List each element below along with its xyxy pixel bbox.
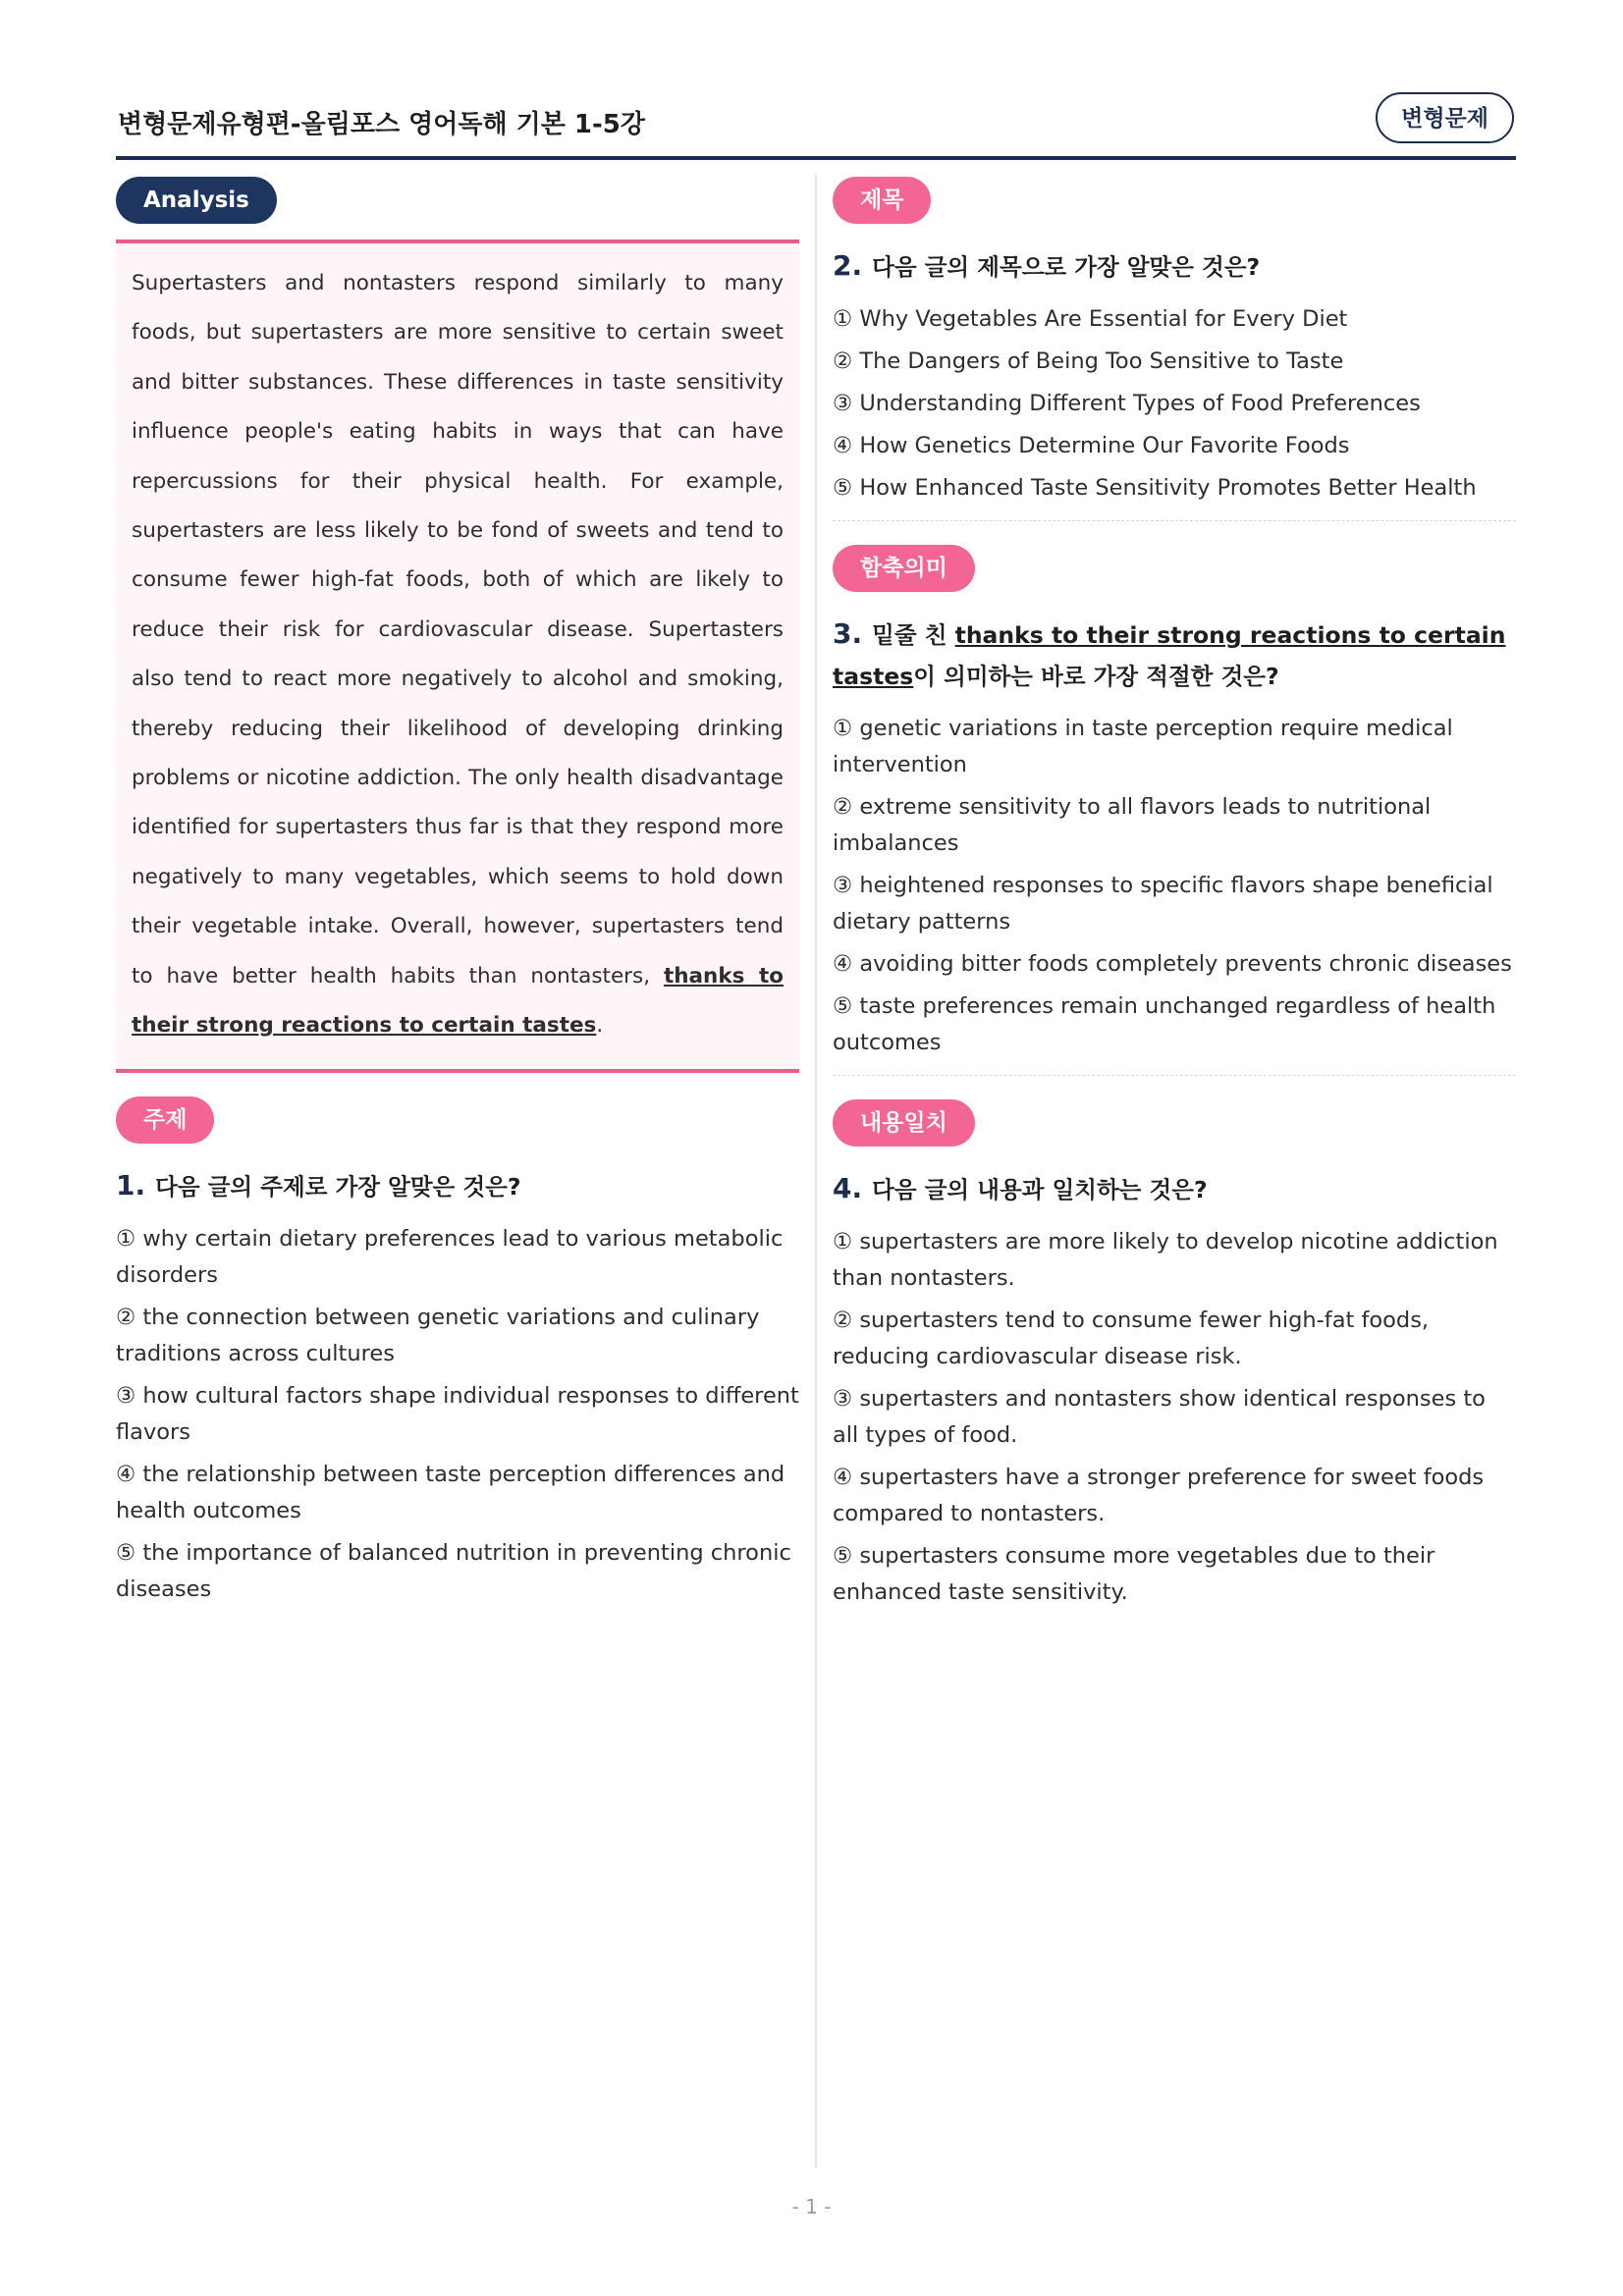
- left-column: [116, 177, 799, 1614]
- page-title: 변형문제유형편-올림포스 영어독해 기본 1-5강: [118, 110, 646, 139]
- option-item[interactable]: ③ how cultural factors shape individual responses to different flavors: [116, 1382, 799, 1445]
- analysis-label: Analysis: [116, 177, 277, 224]
- question-1-text: 다음 글의 주제로 가장 알맞은 것은?: [155, 1172, 521, 1201]
- question-1-title: [116, 1165, 799, 1207]
- page-header: [116, 90, 1516, 159]
- question-3-options: [833, 711, 1516, 1061]
- option-item[interactable]: ① genetic variations in taste perception require medical intervention: [833, 716, 1453, 777]
- type-badge: 변형문제: [1376, 92, 1514, 143]
- option-item[interactable]: ④ the relationship between taste perception differences and health outcomes: [116, 1461, 785, 1523]
- passage-text: Supertasters and nontasters respond similarly to many foods, but supertasters are more sensitive to certain sweet and bitter substances. These differences in taste sensitivity influence people's eating habits in ways that can have repercussions for their physical health. For example, supertasters are less likely to be fond of sweets and tend to consume fewer high-fat foods, both of which are likely to reduce their risk for cardiovascular disease. Supertasters also tend to react more negatively to alcohol and smoking, thereby reducing their likelihood of developing drinking problems or nicotine addiction. The only health disadvantage identified for supertasters thus far is that they respond more negatively to many vegetables, which seems to hold down their vegetable intake. Overall, however, supertasters tend to have better health habits than nontasters,: [132, 271, 784, 988]
- option-item[interactable]: ③ heightened responses to specific flavors shape beneficial dietary patterns: [833, 873, 1493, 934]
- option-item[interactable]: ② the connection between genetic variations and culinary traditions across cultures: [116, 1304, 760, 1366]
- passage-underlined-phrase: thanks to their strong reactions to certain tastes: [132, 963, 784, 1039]
- column-divider: [815, 175, 817, 2167]
- question-4-text: 다음 글의 내용과 일치하는 것은?: [872, 1176, 1208, 1203]
- question-1: [116, 1096, 799, 1608]
- question-2-number: 2.: [833, 249, 863, 282]
- option-item[interactable]: ⑤ the importance of balanced nutrition in preventing chronic diseases: [116, 1539, 791, 1602]
- question-3-title: [833, 614, 1516, 697]
- analysis-passage: [132, 259, 784, 1051]
- question-2-tag: 제목: [833, 177, 931, 224]
- question-4-tag: 내용일치: [833, 1099, 975, 1147]
- header-divider: [116, 156, 1516, 160]
- option-item[interactable]: ③ supertasters and nontasters show identical responses to all types of food.: [833, 1386, 1486, 1448]
- question-3-prefix: 밑줄 친: [872, 621, 955, 649]
- question-2-title: [833, 245, 1516, 288]
- option-item[interactable]: ① supertasters are more likely to develop nicotine addiction than nontasters.: [833, 1229, 1498, 1291]
- option-item[interactable]: ③ Understanding Different Types of Food Preferences: [833, 391, 1421, 416]
- option-item[interactable]: ⑤ taste preferences remain unchanged regardless of health outcomes: [833, 993, 1496, 1055]
- option-item[interactable]: ⑤ supertasters consume more vegetables due to their enhanced taste sensitivity.: [833, 1543, 1435, 1605]
- option-item[interactable]: ② extreme sensitivity to all flavors leads to nutritional imbalances: [833, 794, 1432, 856]
- option-item[interactable]: ⑤ How Enhanced Taste Sensitivity Promotes Better Health: [833, 475, 1477, 501]
- question-1-tag: 주제: [116, 1096, 214, 1144]
- section-separator: [833, 520, 1516, 521]
- question-4: [833, 1099, 1516, 1611]
- question-2: [833, 177, 1516, 507]
- question-3-underlined: thanks to their strong reactions to certain tastes: [833, 621, 1506, 690]
- question-2-options: [833, 301, 1516, 507]
- option-item[interactable]: ④ avoiding bitter foods completely prevents chronic diseases: [833, 951, 1512, 977]
- page-number: - 1 -: [791, 2195, 832, 2218]
- option-item[interactable]: ① why certain dietary preferences lead to various metabolic disorders: [116, 1225, 784, 1288]
- question-4-title: [833, 1168, 1516, 1210]
- option-item[interactable]: ② supertasters tend to consume fewer high-fat foods, reducing cardiovascular disease risk.: [833, 1308, 1430, 1369]
- question-3-number: 3.: [833, 617, 863, 650]
- question-1-options: [116, 1221, 799, 1608]
- section-separator: [833, 1075, 1516, 1076]
- question-3-suffix: 이 의미하는 바로 가장 적절한 것은?: [913, 663, 1279, 690]
- right-column: [833, 177, 1516, 1617]
- question-4-options: [833, 1224, 1516, 1611]
- question-3-tag: 함축의미: [833, 545, 975, 592]
- option-item[interactable]: ④ supertasters have a stronger preference for sweet foods compared to nontasters.: [833, 1465, 1485, 1526]
- question-2-text: 다음 글의 제목으로 가장 알맞은 것은?: [872, 253, 1261, 281]
- question-1-number: 1.: [116, 1168, 146, 1201]
- option-item[interactable]: ② The Dangers of Being Too Sensitive to Taste: [833, 348, 1344, 374]
- analysis-passage-box: [116, 240, 799, 1073]
- option-item[interactable]: ① Why Vegetables Are Essential for Every Diet: [833, 306, 1348, 332]
- option-item[interactable]: ④ How Genetics Determine Our Favorite Foods: [833, 433, 1350, 458]
- question-3: [833, 545, 1516, 1061]
- passage-end: .: [596, 1013, 604, 1039]
- question-4-number: 4.: [833, 1172, 863, 1204]
